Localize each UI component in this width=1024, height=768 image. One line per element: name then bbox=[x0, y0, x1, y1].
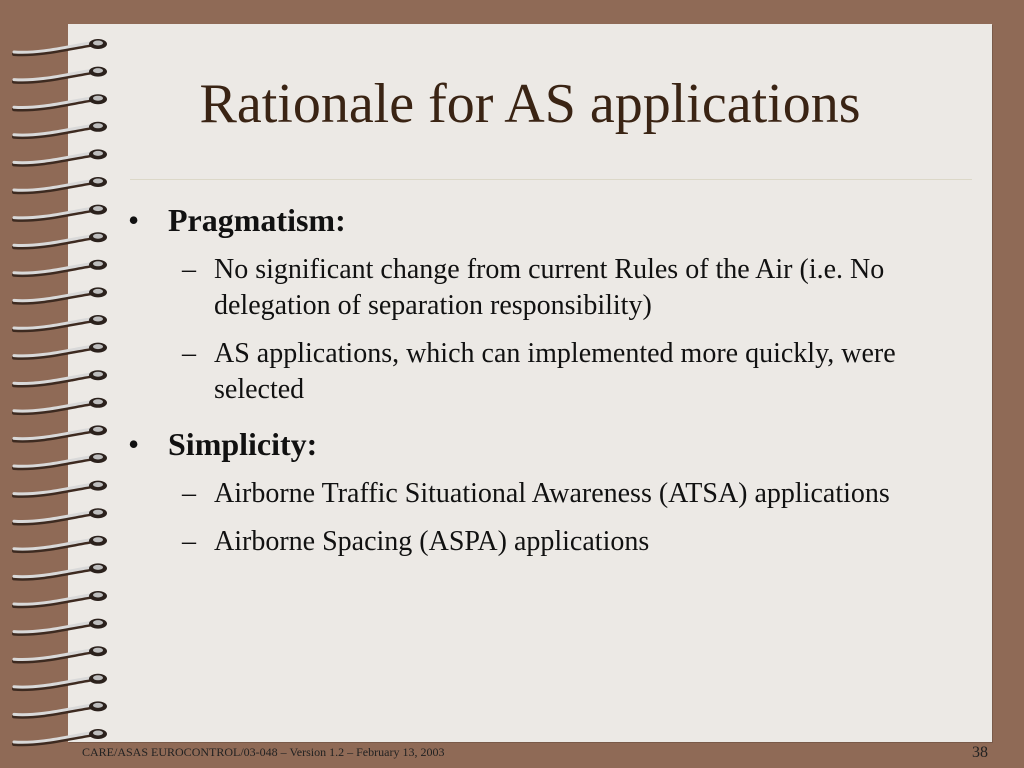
spiral-coil bbox=[14, 149, 107, 164]
spiral-coil bbox=[14, 370, 107, 385]
footer-citation: CARE/ASAS EUROCONTROL/03-048 – Version 1.2 – February 13, 2003 bbox=[82, 745, 445, 759]
spiral-coil bbox=[14, 508, 107, 523]
spiral-coil bbox=[14, 205, 107, 220]
sub-bullet-text: Airborne Spacing (ASPA) applications bbox=[214, 526, 650, 557]
spiral-coil bbox=[14, 536, 107, 551]
spiral-coil bbox=[14, 315, 107, 330]
dash-icon: – bbox=[182, 338, 196, 369]
spiral-coil bbox=[14, 39, 107, 54]
bullet-heading: Simplicity: bbox=[168, 426, 318, 462]
spiral-coil bbox=[14, 674, 107, 689]
spiral-coil bbox=[14, 701, 107, 716]
dash-icon: – bbox=[182, 254, 196, 285]
spiral-coil bbox=[14, 453, 107, 468]
bullet-simplicity bbox=[128, 424, 948, 464]
spiral-coil bbox=[14, 481, 107, 496]
sub-bullet bbox=[128, 252, 948, 324]
bullet-icon: • bbox=[128, 426, 140, 462]
sub-bullet-text: No significant change from current Rules of the Air (i.e. No delegation of separation responsibility) bbox=[214, 254, 885, 321]
sub-bullet-text: AS applications, which can implemented more quickly, were selected bbox=[214, 338, 896, 405]
spiral-coil bbox=[14, 398, 107, 413]
spiral-coil bbox=[14, 591, 107, 606]
dash-icon: – bbox=[182, 526, 196, 557]
spiral-coil bbox=[14, 177, 107, 192]
spiral-coil bbox=[14, 232, 107, 247]
spiral-coil bbox=[14, 343, 107, 358]
slide-title: Rationale for AS applications bbox=[199, 73, 861, 135]
sub-bullet bbox=[128, 476, 948, 512]
spiral-coil bbox=[14, 646, 107, 661]
spiral-coil bbox=[14, 287, 107, 302]
spiral-coil bbox=[14, 260, 107, 275]
sub-bullet-text: Airborne Traffic Situational Awareness (ATSA) applications bbox=[214, 478, 890, 509]
spiral-coil bbox=[14, 425, 107, 440]
bullet-heading: Pragmatism: bbox=[168, 202, 346, 238]
slide-body bbox=[128, 200, 948, 576]
title-divider bbox=[130, 179, 972, 180]
dash-icon: – bbox=[182, 478, 196, 509]
sub-bullet bbox=[128, 524, 948, 560]
spiral-coil bbox=[14, 619, 107, 634]
spiral-coil bbox=[14, 729, 107, 744]
sub-bullet bbox=[128, 336, 948, 408]
bullet-pragmatism bbox=[128, 200, 948, 240]
bullet-icon: • bbox=[128, 202, 140, 238]
spiral-coil bbox=[14, 563, 107, 578]
page-number: 38 bbox=[972, 744, 988, 761]
